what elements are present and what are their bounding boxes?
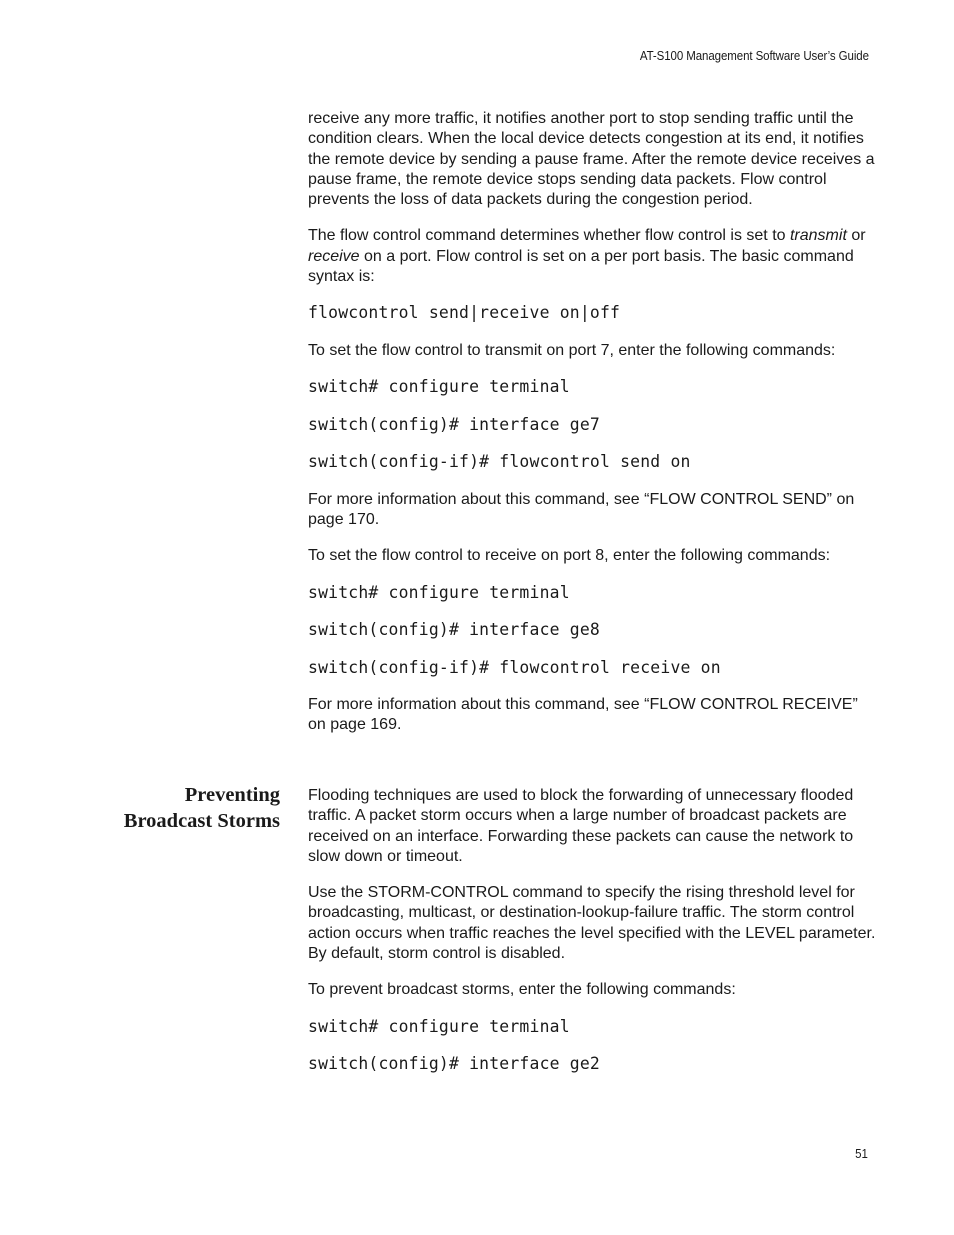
emphasis-transmit: transmit <box>789 227 847 245</box>
paragraph-storms-intro: To prevent broadcast storms, enter the following commands: <box>308 981 736 999</box>
section-heading-preventing-broadcast-storms <box>124 782 280 834</box>
code-line: switch# configure terminal <box>308 1016 570 1036</box>
paragraph-text: on a port. Flow control is set on a per port basis. The basic command syntax is: <box>308 247 854 286</box>
page-number: 51 <box>855 1147 868 1161</box>
code-line: switch(config-if)# flowcontrol send on <box>308 452 691 472</box>
paragraph-transmit-reference: For more information about this command, see “FLOW CONTROL SEND” on page 170. <box>308 490 855 528</box>
paragraph-text: or <box>846 227 866 245</box>
code-line: switch(config)# interface ge7 <box>308 414 600 434</box>
paragraph-receive-reference: For more information about this command, see “FLOW CONTROL RECEIVE” on page 169. <box>308 696 858 734</box>
paragraph-flow-control-command <box>308 226 878 287</box>
paragraph-receive-intro: To set the flow control to receive on port 8, enter the following commands: <box>308 547 831 565</box>
code-syntax: flowcontrol send|receive on|off <box>308 303 621 323</box>
flow-control-section <box>308 109 878 752</box>
paragraph-storm-control: Use the STORM-CONTROL command to specify the rising threshold level for broadcasting, multicast, or destination-lookup-failure traffic. The storm control action occurs when traffic reaches the level specified with the LEVEL parameter. By default, storm control is disabled. <box>308 884 876 963</box>
code-line: switch(config)# interface ge2 <box>308 1054 600 1074</box>
paragraph-flow-control-intro: receive any more traffic, it notifies another port to stop sending traffic until the condition clears. When the local device detects congestion at its end, it notifies the remote device by sending a pause frame. After the remote device receives a pause frame, the remote device stops sending data packets. Flow control prevents the loss of data packets during the congestion period. <box>308 110 875 209</box>
section-heading-line: Broadcast Storms <box>123 810 280 832</box>
code-line: switch# configure terminal <box>308 582 570 602</box>
paragraph-text: The flow control command determines whether flow control is set to <box>308 227 790 245</box>
paragraph-transmit-intro: To set the flow control to transmit on port 7, enter the following commands: <box>308 341 836 359</box>
emphasis-receive: receive <box>308 247 360 265</box>
paragraph-flooding: Flooding techniques are used to block the forwarding of unnecessary flooded traffic. A packet storm occurs when a large number of broadcast packets are received on an interface. Forwarding these packets can cause the network to slow down or timeout. <box>308 787 854 865</box>
running-header: AT-S100 Management Software User’s Guide <box>640 49 869 63</box>
broadcast-storms-section <box>308 786 878 1092</box>
code-line: switch(config-if)# flowcontrol receive on <box>308 657 721 677</box>
code-line: switch# configure terminal <box>308 377 570 397</box>
section-heading-line: Preventing <box>184 784 280 806</box>
code-line: switch(config)# interface ge8 <box>308 620 600 640</box>
